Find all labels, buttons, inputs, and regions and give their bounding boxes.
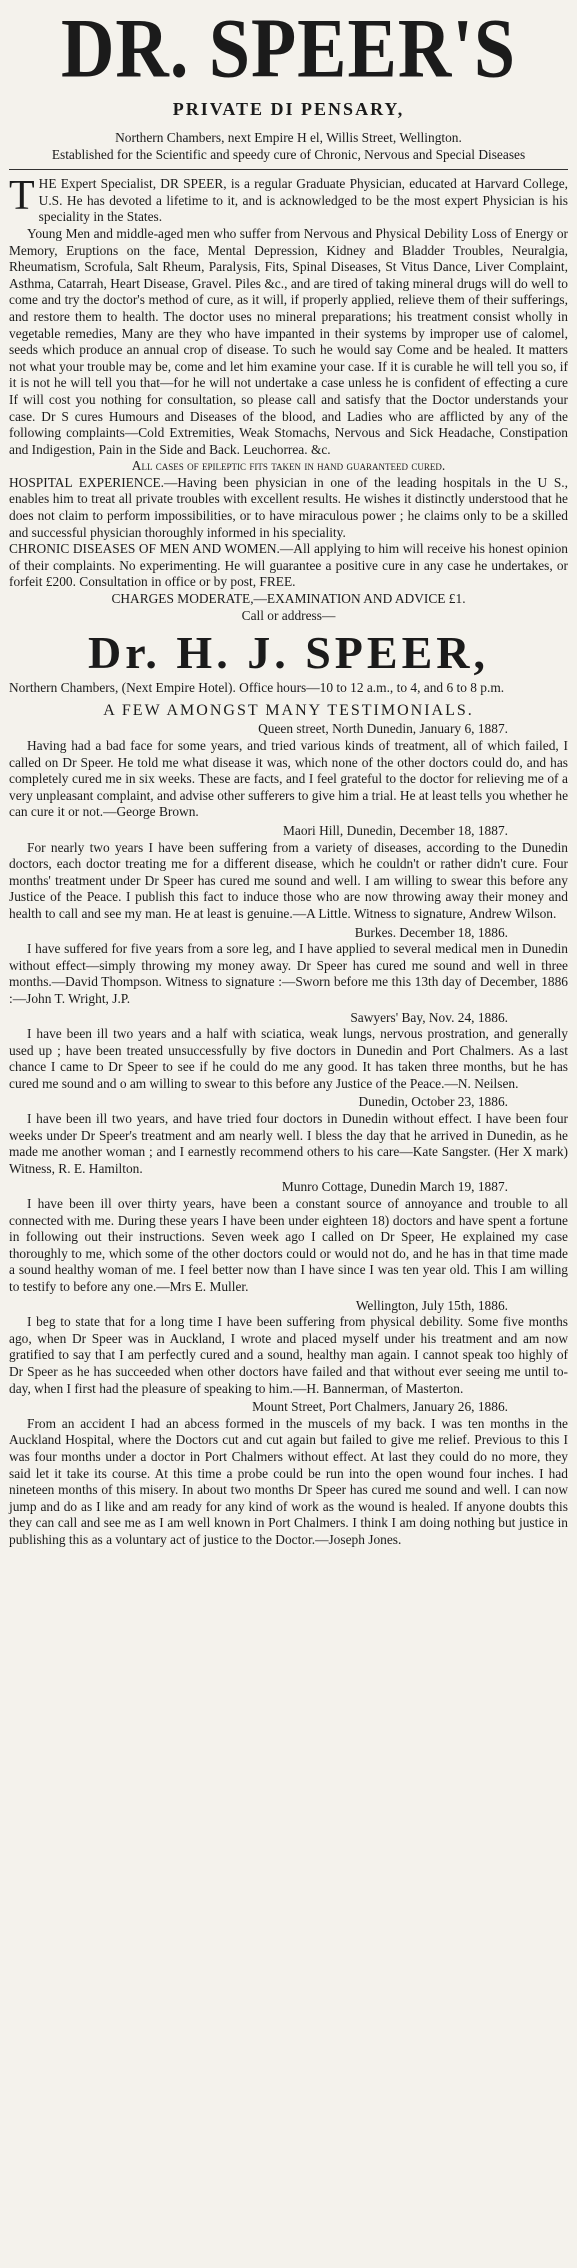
testimonial-text: I beg to state that for a long time I have been suffering from physical debility. Some five months ago, when Dr Speer was in Auckland, I wrote and placed myself under his treatment and am now gratified to say that I am perfectly cured and a sound, healthy man again. I cannot speak too highly of Dr Speer as he has succeeded when other doctors have failed and that without ever seeing me until to-day, when I first had the pleasure of speaking to him.—H. Bannerman, of Masterton. — [9, 1314, 568, 1396]
testimonial — [9, 1010, 568, 1093]
drop-cap: T — [9, 173, 35, 220]
testimonial — [9, 823, 568, 923]
address-line: Northern Chambers, next Empire H el, Willis Street, Wellington. — [115, 130, 462, 145]
testimonial-text: I have suffered for five years from a sore leg, and I have applied to several medical men in Dunedin without effect—simply throwing my money away. Dr Speer has cured me sound and well in three months.—David Thompson. Witness to signature :—Sworn before me this 13th day of December, 1886 :—John T. Wright, J.P. — [9, 941, 568, 1006]
testimonial-text: For nearly two years I have been suffering from a variety of diseases, according to the Dunedin doctors, each doctor treating me for a different disease, which he couldn't or rather didn't cure. Four months' treatment under Dr Speer has cured me sound and well. I am willing to swear this before any Justice of the Peace. I publish this fact to induce those who are now throwing away their money and health to call and see my man. He at least is genuine.—A Little. Witness to signature, Andrew Wilson. — [9, 839, 568, 921]
testimonial — [9, 1298, 568, 1398]
testimonial-place: Burkes. December 18, 1886. — [354, 924, 508, 940]
testimonial-text: I have been ill over thirty years, have been a constant source of annoyance and trouble to all connected with me. During these years I have been under eighteen 18) doctors and have spent a fortune in following out their instructions. Seven week ago I called on Dr Speer, He explained my case thoroughly to me, which some of the other doctors could or would not do, and he has in that time made a sound healthy woman of me. I feel better now than I have since I was ten year old. This I am willing to testify to before any one.—Mrs E. Muller. — [9, 1196, 568, 1294]
testimonial — [9, 1179, 568, 1295]
testimonial-text: From an accident I had an abcess formed in the muscels of my back. I was ten months in the Auckland Hospital, where the Doctors cut and cut again but failed to give me relief. Previous to this I was four months under a doctor in Port Chalmers without effect. At last they could do no more, they said let it take its course. At this time a probe could be run into the open wound four inches. I had nineteen months of this misery. In about two months Dr Speer has cured me sound and well. I can now jump and do as I like and am ready for any kind of work as the wound is healed. If anyone doubts this they can call and see me as I am well known in Port Chalmers. I think I am doing nothing but justice in publishing this as a voluntary act of justice to the Doctor.—Joseph Jones. — [9, 1415, 568, 1547]
testimonial-text: I have been ill two years, and have tried four doctors in Dunedin without effect. I have been four weeks under Dr Speer's treatment and am nearly well. I bless the day that he arrived in Dunedin, as he made me another woman ; and I earnestly recommend others to his care—Kate Sangster. (Her X mark) Witness, R. E. Hamilton. — [9, 1111, 568, 1176]
testimonial-place: Dunedin, October 23, 1886. — [358, 1094, 508, 1110]
testimonials-heading: A FEW AMONGST MANY TESTIMONIALS. — [103, 701, 474, 719]
intro-text-1: HE Expert Specialist, DR SPEER, is a regular Graduate Physician, educated at Harvard College, U.S. He has devoted a lifetime to it, and is acknowledged to be the most expert Physician is his speciality in the States. — [38, 176, 568, 225]
hospital-paragraph: HOSPITAL EXPERIENCE.—Having been physician in one of the leading hospitals in the U S., enables him to treat all private troubles with excellent results. He wishes it distinctly understood that he does not claim to perform impossibilities, or to have miraculous power ; he claims only to be a skilled and successful physician thoroughly informed in his speciality. — [9, 474, 568, 540]
testimonial — [9, 1094, 568, 1177]
testimonial — [9, 1399, 568, 1548]
testimonial-place: Mount Street, Port Chalmers, January 26, 1886. — [252, 1399, 508, 1415]
testimonial-place: Munro Cottage, Dunedin March 19, 1887. — [281, 1179, 508, 1195]
divider — [9, 169, 568, 170]
testimonial-place: Maori Hill, Dunedin, December 18, 1887. — [283, 822, 508, 838]
chronic-paragraph: CHRONIC DISEASES OF MEN AND WOMEN.—All applying to him will receive his honest opinion of their complaints. No experimenting. He will guarantee a positive cure in any case he undertakes, or forfeit £200. Consultation in office or by post, FREE. — [9, 541, 568, 590]
intro-paragraph-2: Young Men and middle-aged men who suffer from Nervous and Physical Debility Loss of Energy or Memory, Eruptions on the face, Mental Depression, Kidney and Bladder Troubles, Neuralgia, Rheumatism, Scrofula, Salt Rheum, Paralysis, Fits, Spinal Diseases, St Vitus Dance, Liver Complaint, Asthma, Catarrah, Heart Disease, Gravel. Piles &c., and are tired of taking mineral drugs will do well to come and try the doctor's method of cure, as it will, if properly applied, relieve them of their sufferings, and restore them to health. The doctor uses no mineral preparations; his treatment consist wholly in vegetable remedies, Many are they who have impanted in their systems by improper use of calomel, seeds which produce an annual crop of disease. To such he would say Come and be healed. It matters not what your trouble may be, come and let him examine your case. If it is curable he will tell you so, if it is not he will tell you that—for he will not undertake a case unless he is confident of effecting a cure If will cost you nothing for consultation, so please call and satisfy that the Doctor understands your case. Dr S cures Humours and Diseases of the blood, and Ladies who are afflicted by any of the following complaints—Cold Extremities, Weak Stomachs, Nervous and Sick Headache, Constipation and Indigestion, Pain in the Side and Back. Leuchorrea. &c. — [9, 225, 568, 457]
intro-paragraph-1 — [9, 173, 568, 226]
testimonial-place: Queen street, North Dunedin, January 6, 1887. — [258, 721, 508, 737]
office-line: Northern Chambers, (Next Empire Hotel). Office hours—10 to 12 a.m., to 4, and 6 to 8 p.m. — [9, 680, 505, 696]
doctor-name: Dr. H. J. SPEER, — [88, 627, 489, 679]
main-title: DR. SPEER'S — [60, 1, 517, 97]
testimonial — [9, 721, 568, 821]
testimonial-place: Sawyers' Bay, Nov. 24, 1886. — [350, 1009, 508, 1025]
epileptic-note: All cases of epileptic fits taken in hand guaranteed cured. — [131, 458, 446, 474]
testimonial-text: I have been ill two years and a half with sciatica, weak lungs, nervous prostration, and generally used up ; have been treated unsuccessfully by five doctors in Dunedin and Port Chalmers. As a last chance I came to Dr Speer to see if he could do me any good. It has taken three months, but he has cured me sound and o am willing to swear to this before any Justice of the Peace.—N. Neilsen. — [9, 1026, 568, 1091]
charges-line: CHARGES MODERATE,—EXAMINATION AND ADVICE £1. — [111, 591, 466, 607]
call-line: Call or address— — [241, 607, 336, 623]
established-line: Established for the Scientific and speedy cure of Chronic, Nervous and Special Diseases — [51, 146, 526, 162]
subtitle: PRIVATE DI PENSARY, — [172, 99, 405, 119]
testimonial-text: Having had a bad face for some years, and tried various kinds of treatment, all of which failed, I called on Dr Speer. He told me what disease it was, which none of the other doctors could do, and has completely cured me in six weeks. These are facts, and I feel grateful to the doctor for relieving me of a very unpleasant complaint, and advise other sufferers to give him a trial. He at least tells you whether he can cure it or not.—George Brown. — [9, 738, 569, 820]
testimonial-place: Wellington, July 15th, 1886. — [355, 1297, 508, 1313]
testimonial — [9, 925, 568, 1008]
